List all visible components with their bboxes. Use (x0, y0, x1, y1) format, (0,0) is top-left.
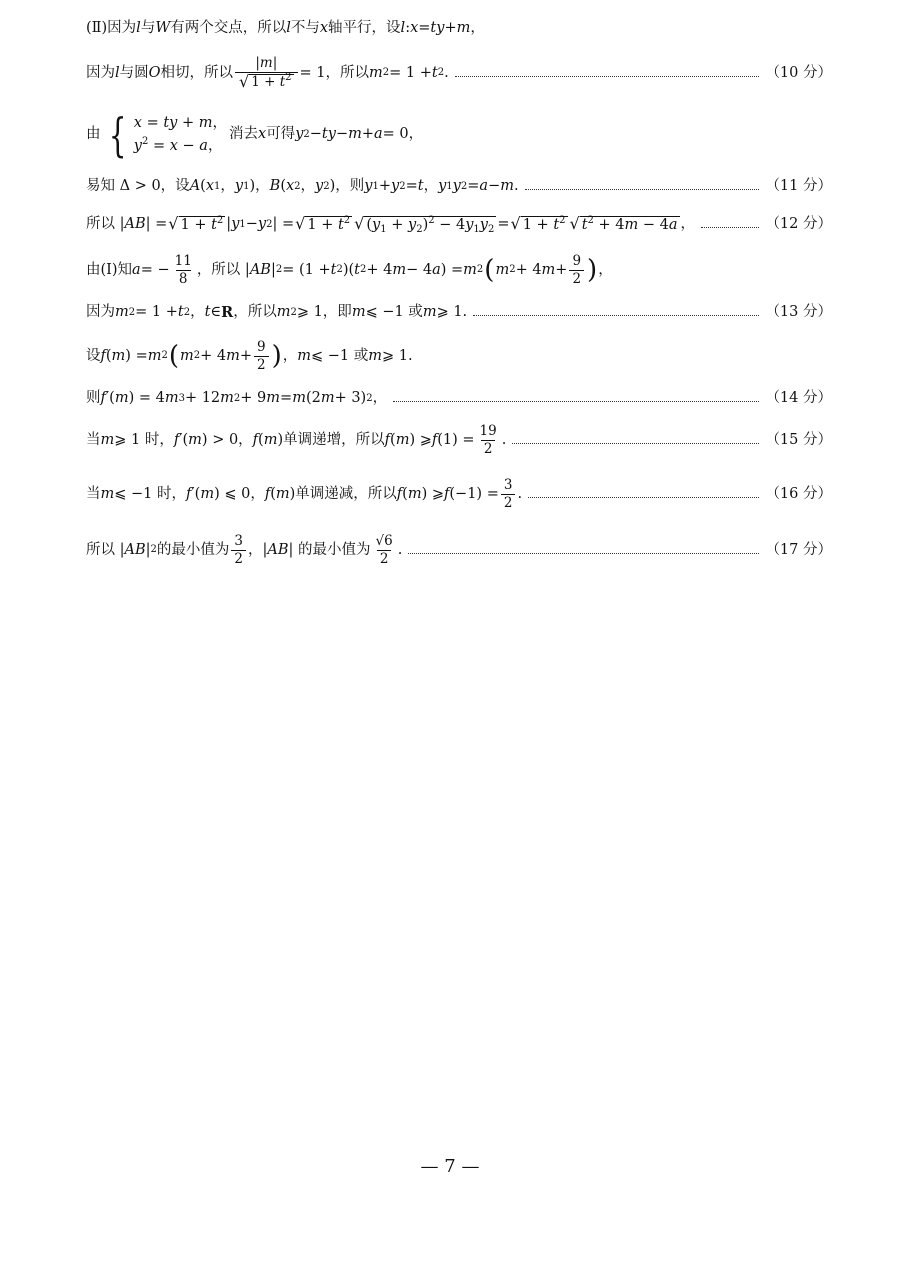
page-number: — 7 — (420, 1156, 480, 1177)
solution-line-6: 由(Ⅰ)知 a = − $\frac{11}{8}$ ，所以 | AB | 2 = (1 + t 2 )( t 2 + 4 m − 4 a ) = m 2 ( m 2 + 4 m + $\frac{9}{2}$ ) ， (86, 253, 613, 287)
leader-dots (455, 76, 760, 77)
leader-dots (701, 227, 759, 228)
leader-dots (408, 553, 759, 554)
solution-line-3: 由 { x = ty + m， $y^2 = x - a$， 消去 x 可得 y 2 − ty − m + a = 0， (86, 108, 424, 163)
score-label: （15 分） (765, 431, 832, 448)
solution-line-4: 易知 Δ > 0，设 A ( x 1 ， y 1 )， B ( x 2 ， y 2 )，则 y 1 + y 2 = t ， y 1 y 2 = a − m . （11 分） (86, 178, 832, 194)
leader-dots (393, 401, 759, 402)
score-label: （16 分） (765, 485, 832, 502)
score-label: （12 分） (765, 216, 832, 233)
solution-line-9: 则 f ′( m ) = 4 m 3 + 12 m 2 + 9 m = m (2 m + 3) 2 ， （14 分） (86, 390, 832, 406)
leader-dots (525, 189, 760, 190)
solution-line-11: 当 m ⩽ −1 时， f ′( m ) ⩽ 0， f ( m )单调递减，所以 f ( m ) ⩾ f (−1) = $\frac{3}{2}$ . （16 分） (86, 477, 832, 511)
solution-line-7: 因为 m 2 = 1 + t 2 ， t ∈ R ，所以 m 2 ⩾ 1，即 m ⩽ −1 或 m ⩾ 1. （13 分） (86, 304, 832, 321)
leader-dots (473, 315, 759, 316)
leader-dots (512, 443, 759, 444)
solution-line-1: (Ⅱ)因为 l 与 W 有两个交点，所以 l 不与 x 轴平行，设 l : x = ty + m ， (86, 20, 485, 36)
score-label: （13 分） (765, 304, 832, 320)
leader-dots (528, 497, 759, 498)
solution-line-12: 所以 | AB | 2 的最小值为 $\frac{3}{2}$ ，| AB | 的最小值为 $\frac{√6}{2}$ . （17 分） (86, 533, 832, 567)
solution-line-8: 设 f ( m ) = m 2 ( m 2 + 4 m + $\frac{9}{2}$ ) ， m ⩽ −1 或 m ⩾ 1. (86, 339, 413, 373)
score-label: （14 分） (765, 390, 832, 406)
score-label: （10 分） (765, 64, 832, 81)
solution-line-2: 因为 l 与圆 O 相切，所以 |m| √ $1 + t^2$ = 1，所以 m 2 = 1 + t 2 . （10 分） (86, 55, 832, 91)
solution-line-5: 所以 | AB | = √ $1 + t^2$ | y 1 − y 2 | = √ $1 + t^2$ √ $(y_1 + y_2)^2 - 4y_1y_2$ = √ $1 + t^2$ √ $t^2 + 4m - 4a$ ， （12 分） (86, 214, 832, 235)
score-label: （17 分） (765, 541, 832, 558)
solution-line-10: 当 m ⩾ 1 时， f ′( m ) > 0， f ( m )单调递增，所以 f ( m ) ⩾ f (1) = $\frac{19}{2}$ . （15 分） (86, 423, 832, 457)
score-label: （11 分） (765, 178, 832, 194)
